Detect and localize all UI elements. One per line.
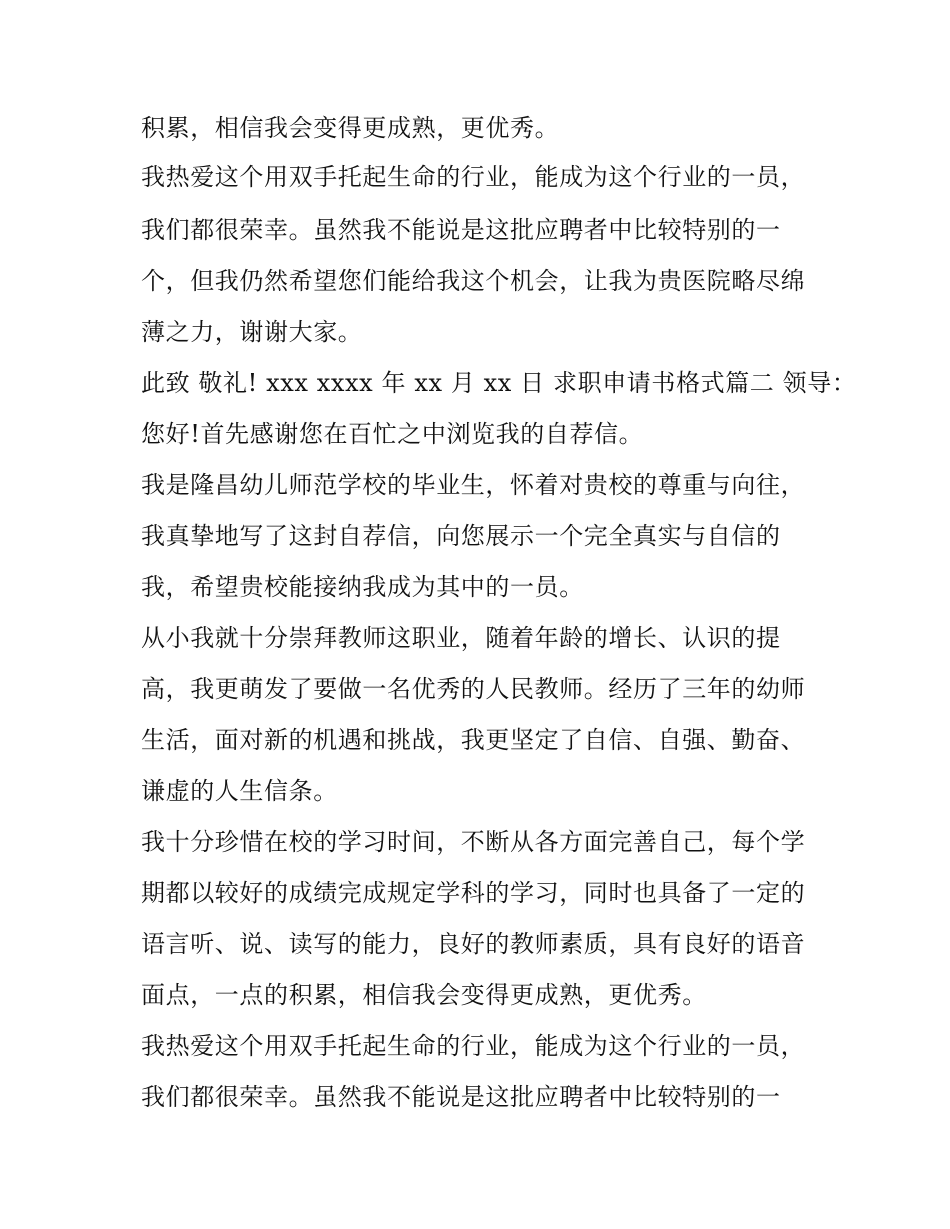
text-line: 从小我就十分崇拜教师这职业，随着年龄的增长、认识的提: [141, 624, 781, 652]
text-line: 此致 敬礼! xxx xxxx 年 xx 月 xx 日 求职申请书格式篇二 领导：: [141, 369, 857, 397]
text-line: 我是隆昌幼儿师范学校的毕业生，怀着对贵校的尊重与向往，: [141, 471, 806, 499]
text-line: 我热爱这个用双手托起生命的行业，能成为这个行业的一员，: [141, 1032, 806, 1060]
text-line: 生活，面对新的机遇和挑战，我更坚定了自信、自强、勤奋、: [141, 726, 806, 754]
text-line: 我们都很荣幸。虽然我不能说是这批应聘者中比较特别的一: [141, 216, 781, 244]
text-line: 我热爱这个用双手托起生命的行业，能成为这个行业的一员，: [141, 163, 806, 191]
text-line: 语言听、说、读写的能力，良好的教师素质，具有良好的语音: [141, 930, 806, 958]
text-line: 谦虚的人生信条。: [141, 777, 338, 805]
text-line: 积累，相信我会变得更成熟，更优秀。: [141, 114, 560, 142]
text-line: 期都以较好的成绩完成规定学科的学习，同时也具备了一定的: [141, 879, 806, 907]
text-line: 您好!首先感谢您在百忙之中浏览我的自荐信。: [141, 420, 644, 448]
text-line: 我十分珍惜在校的学习时间，不断从各方面完善自己，每个学: [141, 828, 806, 856]
text-line: 薄之力，谢谢大家。: [141, 318, 363, 346]
text-line: 个，但我仍然希望您们能给我这个机会，让我为贵医院略尽绵: [141, 267, 806, 295]
text-line: 我们都很荣幸。虽然我不能说是这批应聘者中比较特别的一: [141, 1083, 781, 1111]
text-line: 面点，一点的积累，相信我会变得更成熟，更优秀。: [141, 981, 707, 1009]
text-line: 高，我更萌发了要做一名优秀的人民教师。经历了三年的幼师: [141, 675, 806, 703]
text-line: 我真挚地写了这封自荐信，向您展示一个完全真实与自信的: [141, 522, 781, 550]
text-line: 我，希望贵校能接纳我成为其中的一员。: [141, 573, 584, 601]
